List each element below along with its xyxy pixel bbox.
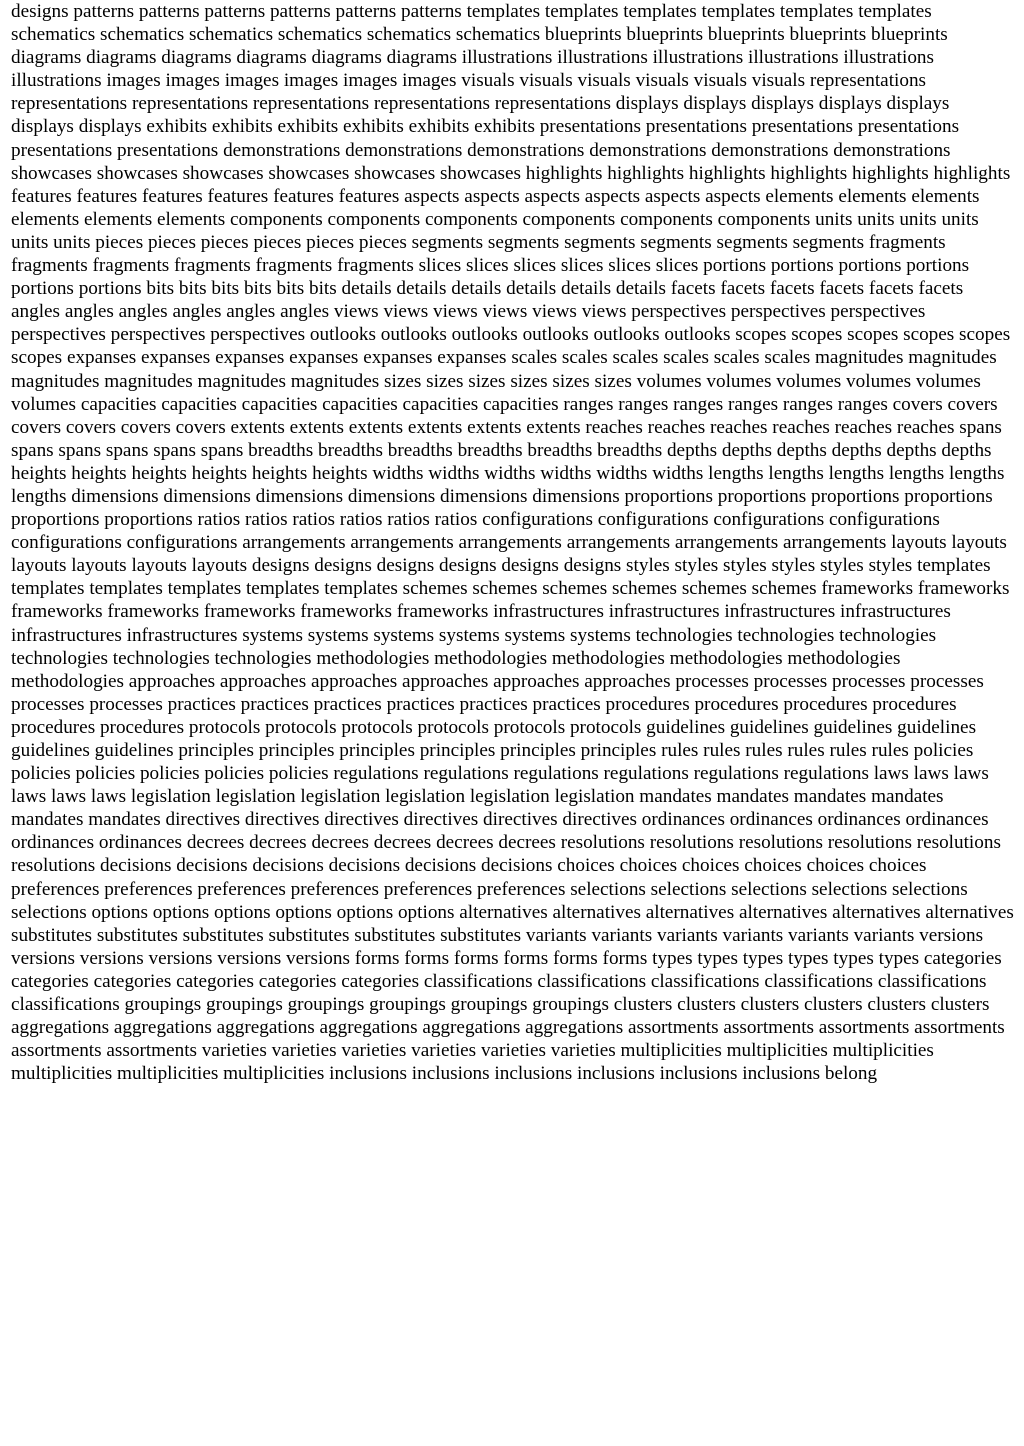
body-paragraph: designs patterns patterns patterns patterns patterns patterns templates templates templates templates templates templates schematics schematics schematics schematics schematics schematics blueprints blueprints blueprints blueprints blueprints diagrams diagrams diagrams diagrams diagrams diagrams illustrations illustrations illustrations illustrations illustrations illustrations images images images images images images visuals visuals visuals visuals visuals visuals representations representations representations representations representations representations displays displays displays displays displays displays displays exhibits exhibits exhibits exhibits exhibits exhibits presentations presentations presentations presentations presentations presentations demonstrations demonstrations demonstrations demonstrations demonstrations demonstrations showcases showcases showcases showcases showcases showcases highlights highlights highlights highlights highlights highlights features features features features features features aspects aspects aspects aspects aspects aspects elements elements elements elements elements elements components components components components components components units units units units units units pieces pieces pieces pieces pieces pieces segments segments segments segments segments segments fragments fragments fragments fragments fragments fragments slices slices slices slices slices slices portions portions portions portions portions portions bits bits bits bits bits bits details details details details details details facets facets facets facets facets facets angles angles angles angles angles angles views views views views views views perspectives perspectives perspectives perspectives perspectives perspectives outlooks outlooks outlooks outlooks outlooks outlooks scopes scopes scopes scopes scopes scopes expanses expanses expanses expanses expanses expanses scales scales scales scales scales scales magnitudes magnitudes magnitudes magnitudes magnitudes magnitudes sizes sizes sizes sizes sizes sizes volumes volumes volumes volumes volumes volumes capacities capacities capacities capacities capacities capacities ranges ranges ranges ranges ranges ranges covers covers covers covers covers covers extents extents extents extents extents extents reaches reaches reaches reaches reaches reaches spans spans spans spans spans spans breadths breadths breadths breadths breadths breadths depths depths depths depths depths depths heights heights heights heights heights heights widths widths widths widths widths widths lengths lengths lengths lengths lengths lengths dimensions dimensions dimensions dimensions dimensions dimensions proportions proportions proportions proportions proportions proportions ratios ratios ratios ratios ratios ratios configurations configurations configurations configurations configurations configurations arrangements arrangements arrangements arrangements arrangements arrangements layouts layouts layouts layouts layouts layouts designs designs designs designs designs designs styles styles styles styles styles styles templates templates templates templates templates templates schemes schemes schemes schemes schemes schemes frameworks frameworks frameworks frameworks frameworks frameworks frameworks infrastructures infrastructures infrastructures infrastructures infrastructures infrastructures systems systems systems systems systems systems technologies technologies technologies technologies technologies technologies methodologies methodologies methodologies methodologies methodologies methodologies approaches approaches approaches approaches approaches approaches processes processes processes processes processes processes practices practices practices practices practices practices procedures procedures procedures procedures procedures procedures protocols protocols protocols protocols protocols protocols guidelines guidelines guidelines guidelines guidelines guidelines principles principles principles principles principles principles rules rules rules rules rules rules policies policies policies policies policies policies regulations regulations regulations regulations regulations regulations laws laws laws laws laws laws legislation legislation legislation legislation legislation legislation mandates mandates mandates mandates mandates mandates directives directives directives directives directives directives ordinances ordinances ordinances ordinances ordinances ordinances decrees decrees decrees decrees decrees decrees resolutions resolutions resolutions resolutions resolutions resolutions decisions decisions decisions decisions decisions decisions choices choices choices choices choices choices preferences preferences preferences preferences preferences preferences selections selections selections selections selections selections options options options options options options alternatives alternatives alternatives alternatives alternatives alternatives substitutes substitutes substitutes substitutes substitutes substitutes variants variants variants variants variants variants versions versions versions versions versions versions forms forms forms forms forms forms types types types types types types categories categories categories categories categories categories classifications classifications classifications classifications classifications classifications groupings groupings groupings groupings groupings groupings clusters clusters clusters clusters clusters clusters aggregations aggregations aggregations aggregations aggregations aggregations assortments assortments assortments assortments assortments assortments varieties varieties varieties varieties varieties varieties multiplicities multiplicities multiplicities multiplicities multiplicities multiplicities inclusions inclusions inclusions inclusions inclusions inclusions belong bbox=[11, 1, 1014, 1085]
